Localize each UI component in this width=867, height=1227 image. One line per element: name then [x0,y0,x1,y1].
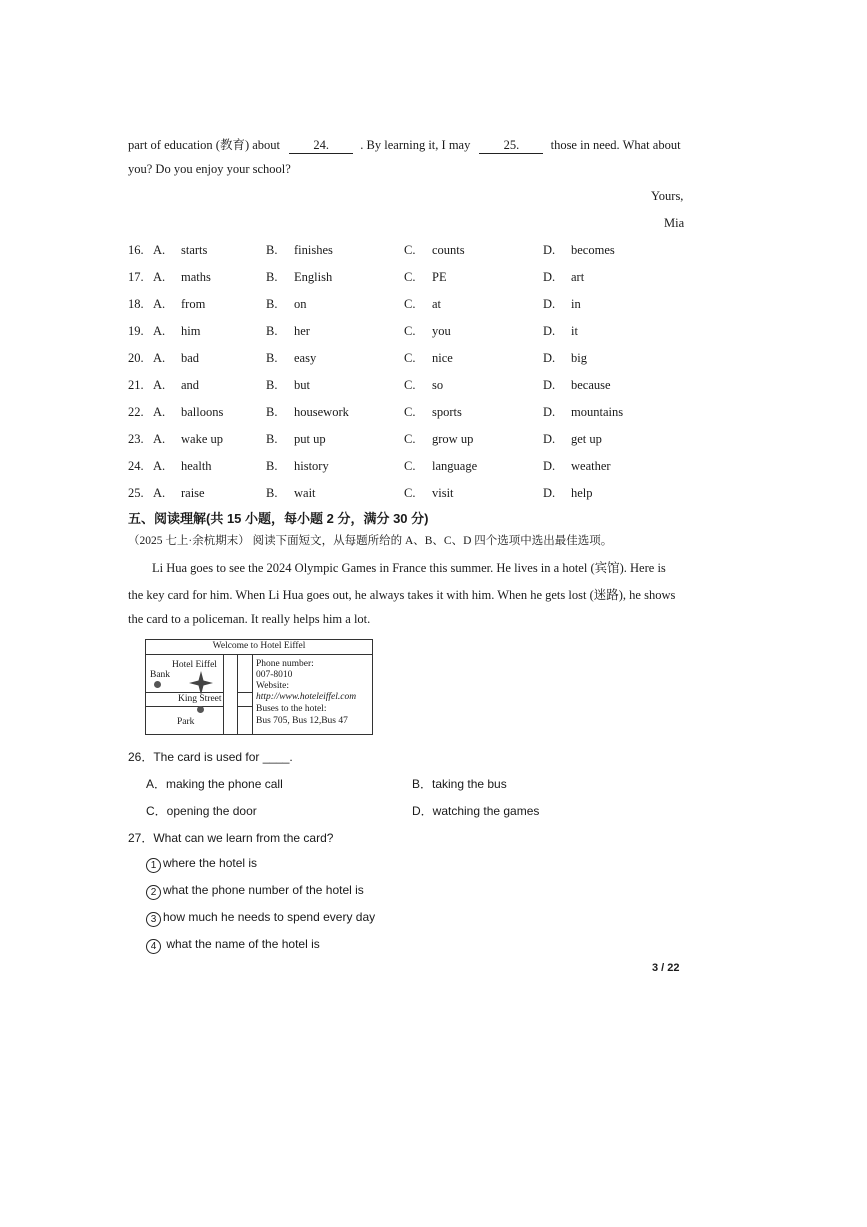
question-number: 25. [128,486,144,500]
option-text-b: easy [294,351,317,365]
letter-text: . By learning it, I may [360,138,471,152]
question-number: 23. [128,432,144,446]
map-road-line [223,654,224,734]
card-bus-label: Buses to the hotel: [256,704,327,714]
card-website-label: Website: [256,681,290,691]
option-letter-d: D. [543,243,556,257]
option-text-a: maths [181,270,211,284]
circled-number-3: 3 [146,912,161,927]
option-letter-b: B. [266,324,278,338]
option-letter-b: B. [266,405,278,419]
map-label-street: King Street [178,694,222,704]
option-letter-b: B. [266,459,278,473]
option-letter-d: D. [543,297,556,311]
answer-blank-25: 25. [479,138,543,154]
option-text-d: because [571,378,611,392]
question-27-item [146,910,375,927]
option-text-d: big [571,351,587,365]
option-letter-a: A. [153,297,166,311]
option-letter-b: B. [266,432,278,446]
option-text-a: starts [181,243,208,257]
option-letter-a: A. [153,324,166,338]
option-letter-c: C. [404,324,416,338]
option-text-a: him [181,324,201,338]
option-letter-d: D. [543,486,556,500]
option-text-a: bad [181,351,200,365]
option-text-c: grow up [432,432,474,446]
question-number: 19. [128,324,144,338]
option-letter-b: B. [266,351,278,365]
letter-text: those in need. What about [550,138,681,152]
option-letter-b: B. [266,378,278,392]
option-text-b: English [294,270,333,284]
option-letter-c: C. [404,432,416,446]
circled-number-2: 2 [146,885,161,900]
map-label-park: Park [177,717,195,727]
option-text-a: balloons [181,405,224,419]
option-letter-c: C. [404,351,416,365]
option-letter-d: D. [543,351,556,365]
option-letter-c: C. [404,270,416,284]
option-text-b: put up [294,432,326,446]
map-road-line [237,706,252,707]
question-26-stem: 26．The card is used for ____. [128,750,293,764]
option-letter-c: C. [404,378,416,392]
map-road-line [237,692,252,693]
option-text-b: but [294,378,310,392]
option-letter-d: D. [543,459,556,473]
card-phone-label: Phone number: [256,659,314,669]
option-letter-b: B. [266,243,278,257]
option-text-d: it [571,324,578,338]
card-website: http://www.hoteleiffel.com [256,692,357,702]
map-label-hotel: Hotel Eiffel [172,660,217,670]
park-marker-icon [197,706,204,713]
question-27-stem: 27．What can we learn from the card? [128,831,334,845]
card-phone-number: 007-8010 [256,670,293,680]
option-text-d: art [571,270,585,284]
card-buses: Bus 705, Bus 12,Bus 47 [256,716,348,726]
option-letter-a: A. [153,270,166,284]
card-divider [252,654,253,734]
option-letter-d: D. [543,270,556,284]
question-number: 24. [128,459,144,473]
question-number: 17. [128,270,144,284]
section-heading: 五、阅读理解(共 15 小题，每小题 2 分，满分 30 分) [128,511,429,526]
option-text-b: history [294,459,329,473]
option-letter-c: C. [404,297,416,311]
letter-closing: Yours, [651,189,684,203]
option-text-b: finishes [294,243,333,257]
option-text-a: and [181,378,200,392]
option-text-b: wait [294,486,316,500]
letter-line-2: you? Do you enjoy your school? [128,162,291,176]
question-26-option-c: C．opening the door [146,804,257,818]
option-text-c: you [432,324,451,338]
option-text-d: mountains [571,405,624,419]
option-letter-a: A. [153,243,166,257]
card-title: Welcome to Hotel Eiffel [146,640,372,655]
question-number: 21. [128,378,144,392]
question-number: 16. [128,243,144,257]
letter-text: part of education (教育) about [128,138,281,152]
question-27-item [146,856,257,873]
passage-line: the card to a policeman. It really helps him a lot. [128,612,371,626]
question-number: 18. [128,297,144,311]
page-number: 3 / 22 [652,962,680,974]
question-27-item [146,883,364,900]
question-number: 20. [128,351,144,365]
option-text-d: becomes [571,243,615,257]
hotel-key-card [145,639,373,735]
option-letter-d: D. [543,378,556,392]
letter-signature: Mia [664,216,685,230]
option-text-c: counts [432,243,465,257]
question-26-option-d: D．watching the games [412,804,540,818]
option-letter-a: A. [153,486,166,500]
option-letter-a: A. [153,351,166,365]
option-text-d: weather [571,459,611,473]
circled-number-4: 4 [146,939,161,954]
compass-star-icon [189,671,213,695]
option-letter-a: A. [153,459,166,473]
question-number: 22. [128,405,144,419]
option-letter-d: D. [543,405,556,419]
map-road-line [146,706,223,707]
option-letter-b: B. [266,486,278,500]
option-text-c: so [432,378,444,392]
option-letter-b: B. [266,270,278,284]
option-text-c: sports [432,405,462,419]
bank-marker-icon [154,681,161,688]
section-instruction: （2025 七上·余杭期末） 阅读下面短文，从每题所给的 A、B、C、D 四个选项中选出最佳选项。 [128,535,613,547]
option-letter-a: A. [153,405,166,419]
option-text-a: wake up [181,432,223,446]
question-27-item-text: how much he needs to spend every day [163,910,376,924]
map-road-line [237,654,238,734]
question-27-item-text: what the name of the hotel is [163,937,320,951]
option-text-c: language [432,459,478,473]
question-27-item-text: what the phone number of the hotel is [163,883,364,897]
question-26-option-b: B．taking the bus [412,777,507,791]
question-26-option-a: A．making the phone call [146,777,283,791]
option-text-d: help [571,486,593,500]
option-text-c: at [432,297,442,311]
answer-blank-24: 24. [289,138,353,154]
option-text-d: in [571,297,581,311]
question-27-item-text: where the hotel is [163,856,258,870]
letter-line-1 [128,135,681,154]
option-letter-a: A. [153,432,166,446]
passage-line: the key card for him. When Li Hua goes out, he always takes it with him. When he gets lost (迷路), he shows [128,588,676,602]
option-letter-d: D. [543,324,556,338]
passage-line: Li Hua goes to see the 2024 Olympic Games in France this summer. He lives in a hotel (宾馆). Here is [152,561,666,575]
option-text-b: her [294,324,310,338]
option-text-c: visit [432,486,454,500]
option-letter-b: B. [266,297,278,311]
option-letter-c: C. [404,459,416,473]
option-text-b: on [294,297,307,311]
option-letter-a: A. [153,378,166,392]
option-text-a: from [181,297,206,311]
option-text-c: PE [432,270,447,284]
option-text-d: get up [571,432,602,446]
option-letter-c: C. [404,405,416,419]
circled-number-1: 1 [146,858,161,873]
option-letter-c: C. [404,243,416,257]
option-letter-d: D. [543,432,556,446]
option-text-a: health [181,459,212,473]
option-letter-c: C. [404,486,416,500]
question-27-item [146,937,320,954]
option-text-c: nice [432,351,453,365]
map-label-bank: Bank [150,670,171,680]
option-text-b: housework [294,405,349,419]
option-text-a: raise [181,486,205,500]
